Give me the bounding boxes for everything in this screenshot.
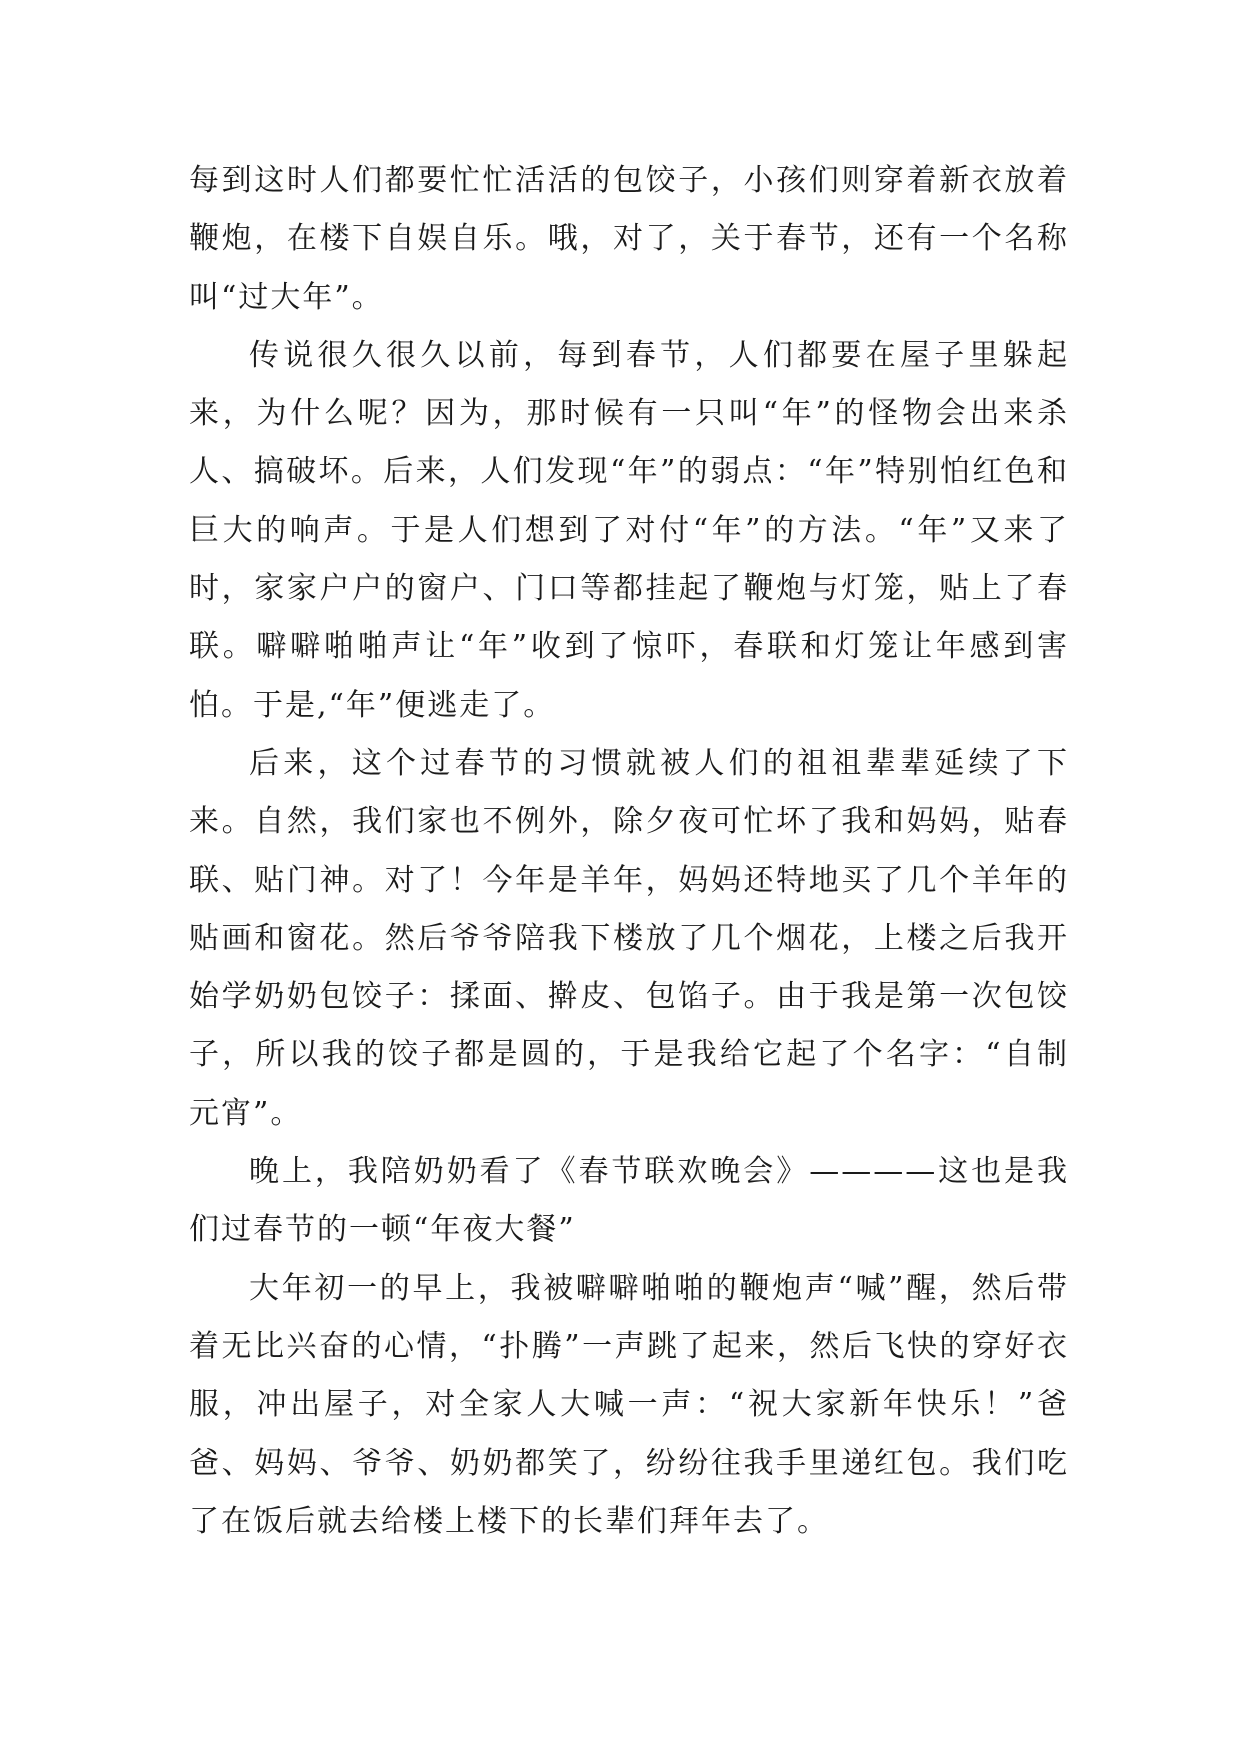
paragraph-5: 大年初一的早上，我被噼噼啪啪的鞭炮声“喊”醒，然后带着无比兴奋的心情，“扑腾”一声跳了起来，然后飞快的穿好衣服，冲出屋子，对全家人大喊一声：“祝大家新年快乐！”爸爸、妈妈、爷爷、奶奶都笑了，纷纷往我手里递红包。我们吃了在饭后就去给楼上楼下的长辈们拜年去了。	[189, 1270, 1069, 1539]
paragraph-3: 后来，这个过春节的习惯就被人们的祖祖辈辈延续了下来。自然，我们家也不例外，除夕夜可忙坏了我和妈妈，贴春联、贴门神。对了！今年是羊年，妈妈还特地买了几个羊年的贴画和窗花。然后爷爷陪我下楼放了几个烟花，上楼之后我开始学奶奶包饺子：揉面、擀皮、包馅子。由于我是第一次包饺子，所以我的饺子都是圆的，于是我给它起了个名字：“自制元宵”。	[189, 745, 1069, 1131]
essay-body	[189, 152, 1069, 1551]
paragraph-2: 传说很久很久以前，每到春节，人们都要在屋子里躲起来，为什么呢？因为，那时候有一只叫“年”的怪物会出来杀人、搞破坏。后来，人们发现“年”的弱点：“年”特别怕红色和巨大的响声。于是人们想到了对付“年”的方法。“年”又来了时，家家户户的窗户、门口等都挂起了鞭炮与灯笼，贴上了春联。噼噼啪啪声让“年”收到了惊吓，春联和灯笼让年感到害怕。于是,“年”便逃走了。	[189, 337, 1069, 723]
paragraph-4: 晚上，我陪奶奶看了《春节联欢晚会》————这也是我们过春节的一顿“年夜大餐”	[189, 1154, 1069, 1248]
paragraph-1: 每到这时人们都要忙忙活活的包饺子，小孩们则穿着新衣放着鞭炮，在楼下自娱自乐。哦，对了，关于春节，还有一个名称叫“过大年”。	[189, 163, 1069, 315]
